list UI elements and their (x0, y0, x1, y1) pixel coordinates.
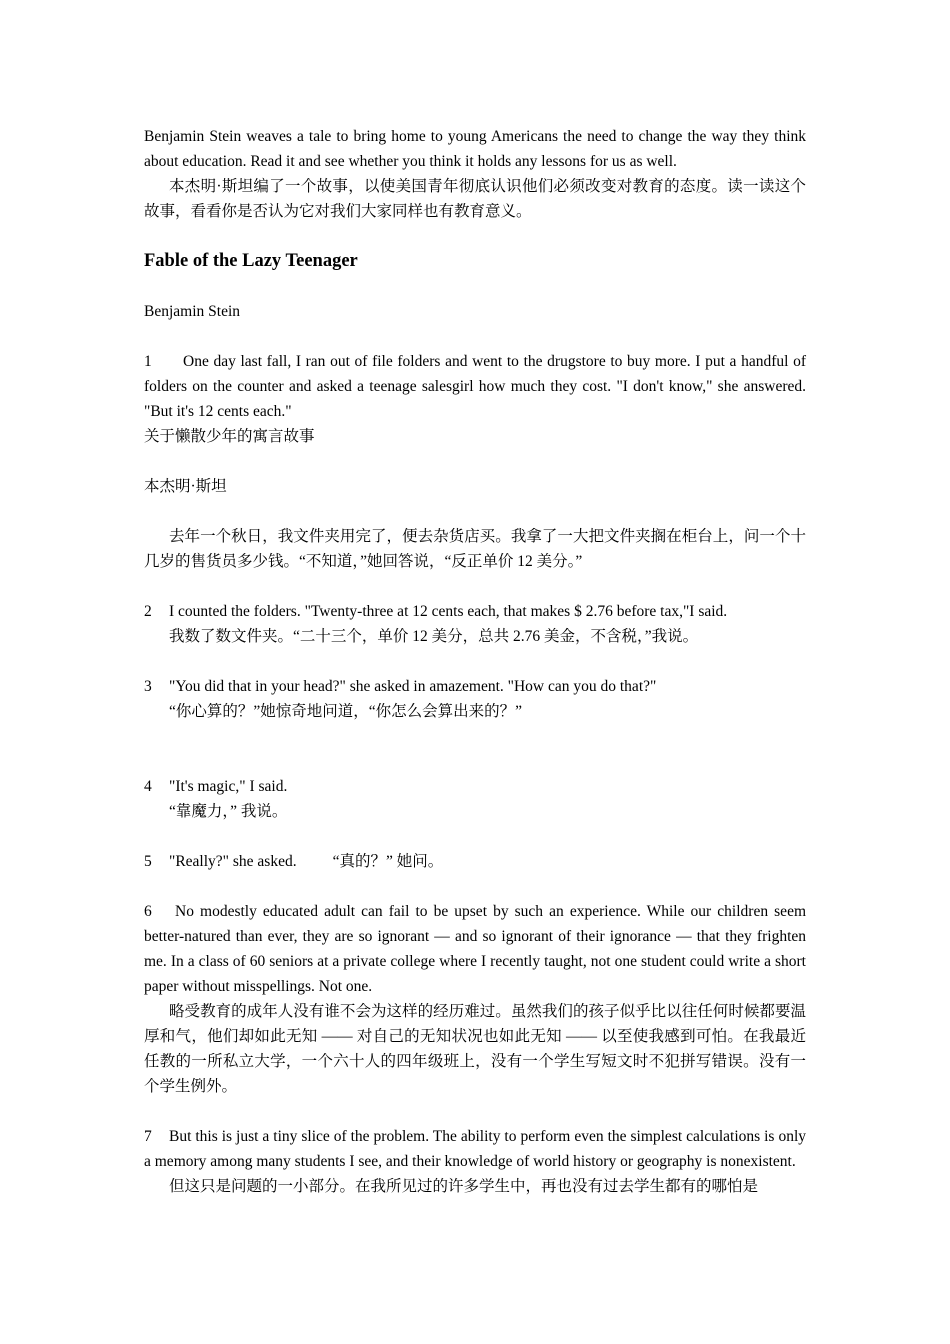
paragraph-1-english (144, 349, 806, 424)
paragraph-text: No modestly educated adult can fail to be upset by such an experience. While our children seem better-natured than ever, they are so ignorant — and so ignorant of their ignorance — that they frighten me. In a class of 60 seniors at a private college where I recently taught, not one student could write a short paper without misspellings. Not one. (144, 903, 806, 995)
paragraph-5-text (169, 849, 806, 874)
paragraph-number: 3 (144, 678, 152, 695)
article-title-chinese: 关于懒散少年的寓言故事 (144, 428, 315, 445)
paragraph-text: I counted the folders. "Twenty-three at 12 cents each, that makes $ 2.76 before tax,"I said. (169, 603, 728, 620)
paragraph-5-chinese: “真的？” 她问。 (332, 853, 444, 870)
paragraph-2 (144, 599, 806, 624)
intro-english: Benjamin Stein weaves a tale to bring home to young Americans the need to change the way they think about education. Read it and see whether you think it holds any lessons for us as well. (144, 128, 806, 170)
paragraph-3 (144, 674, 806, 699)
paragraph-text: "It's magic," I said. (169, 778, 288, 795)
paragraph-7-chinese: 但这只是问题的一小部分。在我所见过的许多学生中，再也没有过去学生都有的哪怕是 (169, 1178, 759, 1195)
document-body (144, 124, 806, 1199)
paragraph-5 (144, 849, 806, 874)
article-author-chinese: 本杰明·斯坦 (144, 478, 227, 495)
paragraph-1-chinese: 去年一个秋日，我文件夹用完了，便去杂货店买。我拿了一大把文件夹搁在柜台上，问一个十几岁的售货员多少钱。“不知道，”她回答说，“反正单价 12 美分。” (144, 528, 806, 570)
paragraph-text: But this is just a tiny slice of the problem. The ability to perform even the simplest calculations is only a memory among many students I see, and their knowledge of world history or geography is nonexistent. (144, 1128, 806, 1170)
paragraph-number: 1 (144, 353, 152, 370)
article-author: Benjamin Stein (144, 303, 241, 320)
paragraph-number: 7 (144, 1128, 152, 1145)
paragraph-text: "You did that in your head?" she asked in amazement. "How can you do that?" (169, 678, 657, 695)
intro-chinese: 本杰明·斯坦编了一个故事，以使美国青年彻底认识他们必须改变对教育的态度。读一读这个故事，看看你是否认为它对我们大家同样也有教育意义。 (144, 178, 806, 220)
paragraph-text: One day last fall, I ran out of file folders and went to the drugstore to buy more. I put a handful of folders on the counter and asked a teenage salesgirl how much they cost. "I don't know," she answered. "But it's 12 cents each." (144, 353, 806, 420)
paragraph-text: "Really?" she asked. (169, 853, 297, 870)
paragraph-4-chinese: “靠魔力，” 我说。 (169, 803, 288, 820)
paragraph-number: 5 (144, 853, 152, 870)
paragraph-number: 4 (144, 778, 152, 795)
article-title: Fable of the Lazy Teenager (144, 251, 358, 271)
paragraph-6-chinese: 略受教育的成年人没有谁不会为这样的经历难过。虽然我们的孩子似乎比以往任何时候都要温厚和气，他们却如此无知 —— 对自己的无知状况也如此无知 —— 以至使我感到可怕。在我最近任教的一所私立大学，一个六十人的四年级班上，没有一个学生写短文时不犯拼写错误。没有一个学生例外。 (144, 1003, 806, 1095)
paragraph-number: 6 (144, 903, 152, 920)
paragraph-6-english (144, 899, 806, 999)
paragraph-7-english (144, 1124, 806, 1174)
paragraph-3-chinese: “你心算的？”她惊奇地问道，“你怎么会算出来的？” (169, 703, 523, 720)
paragraph-2-chinese: 我数了数文件夹。“二十三个，单价 12 美分，总共 2.76 美金，不含税，”我说。 (169, 628, 699, 645)
paragraph-4 (144, 774, 806, 799)
paragraph-number: 2 (144, 603, 152, 620)
